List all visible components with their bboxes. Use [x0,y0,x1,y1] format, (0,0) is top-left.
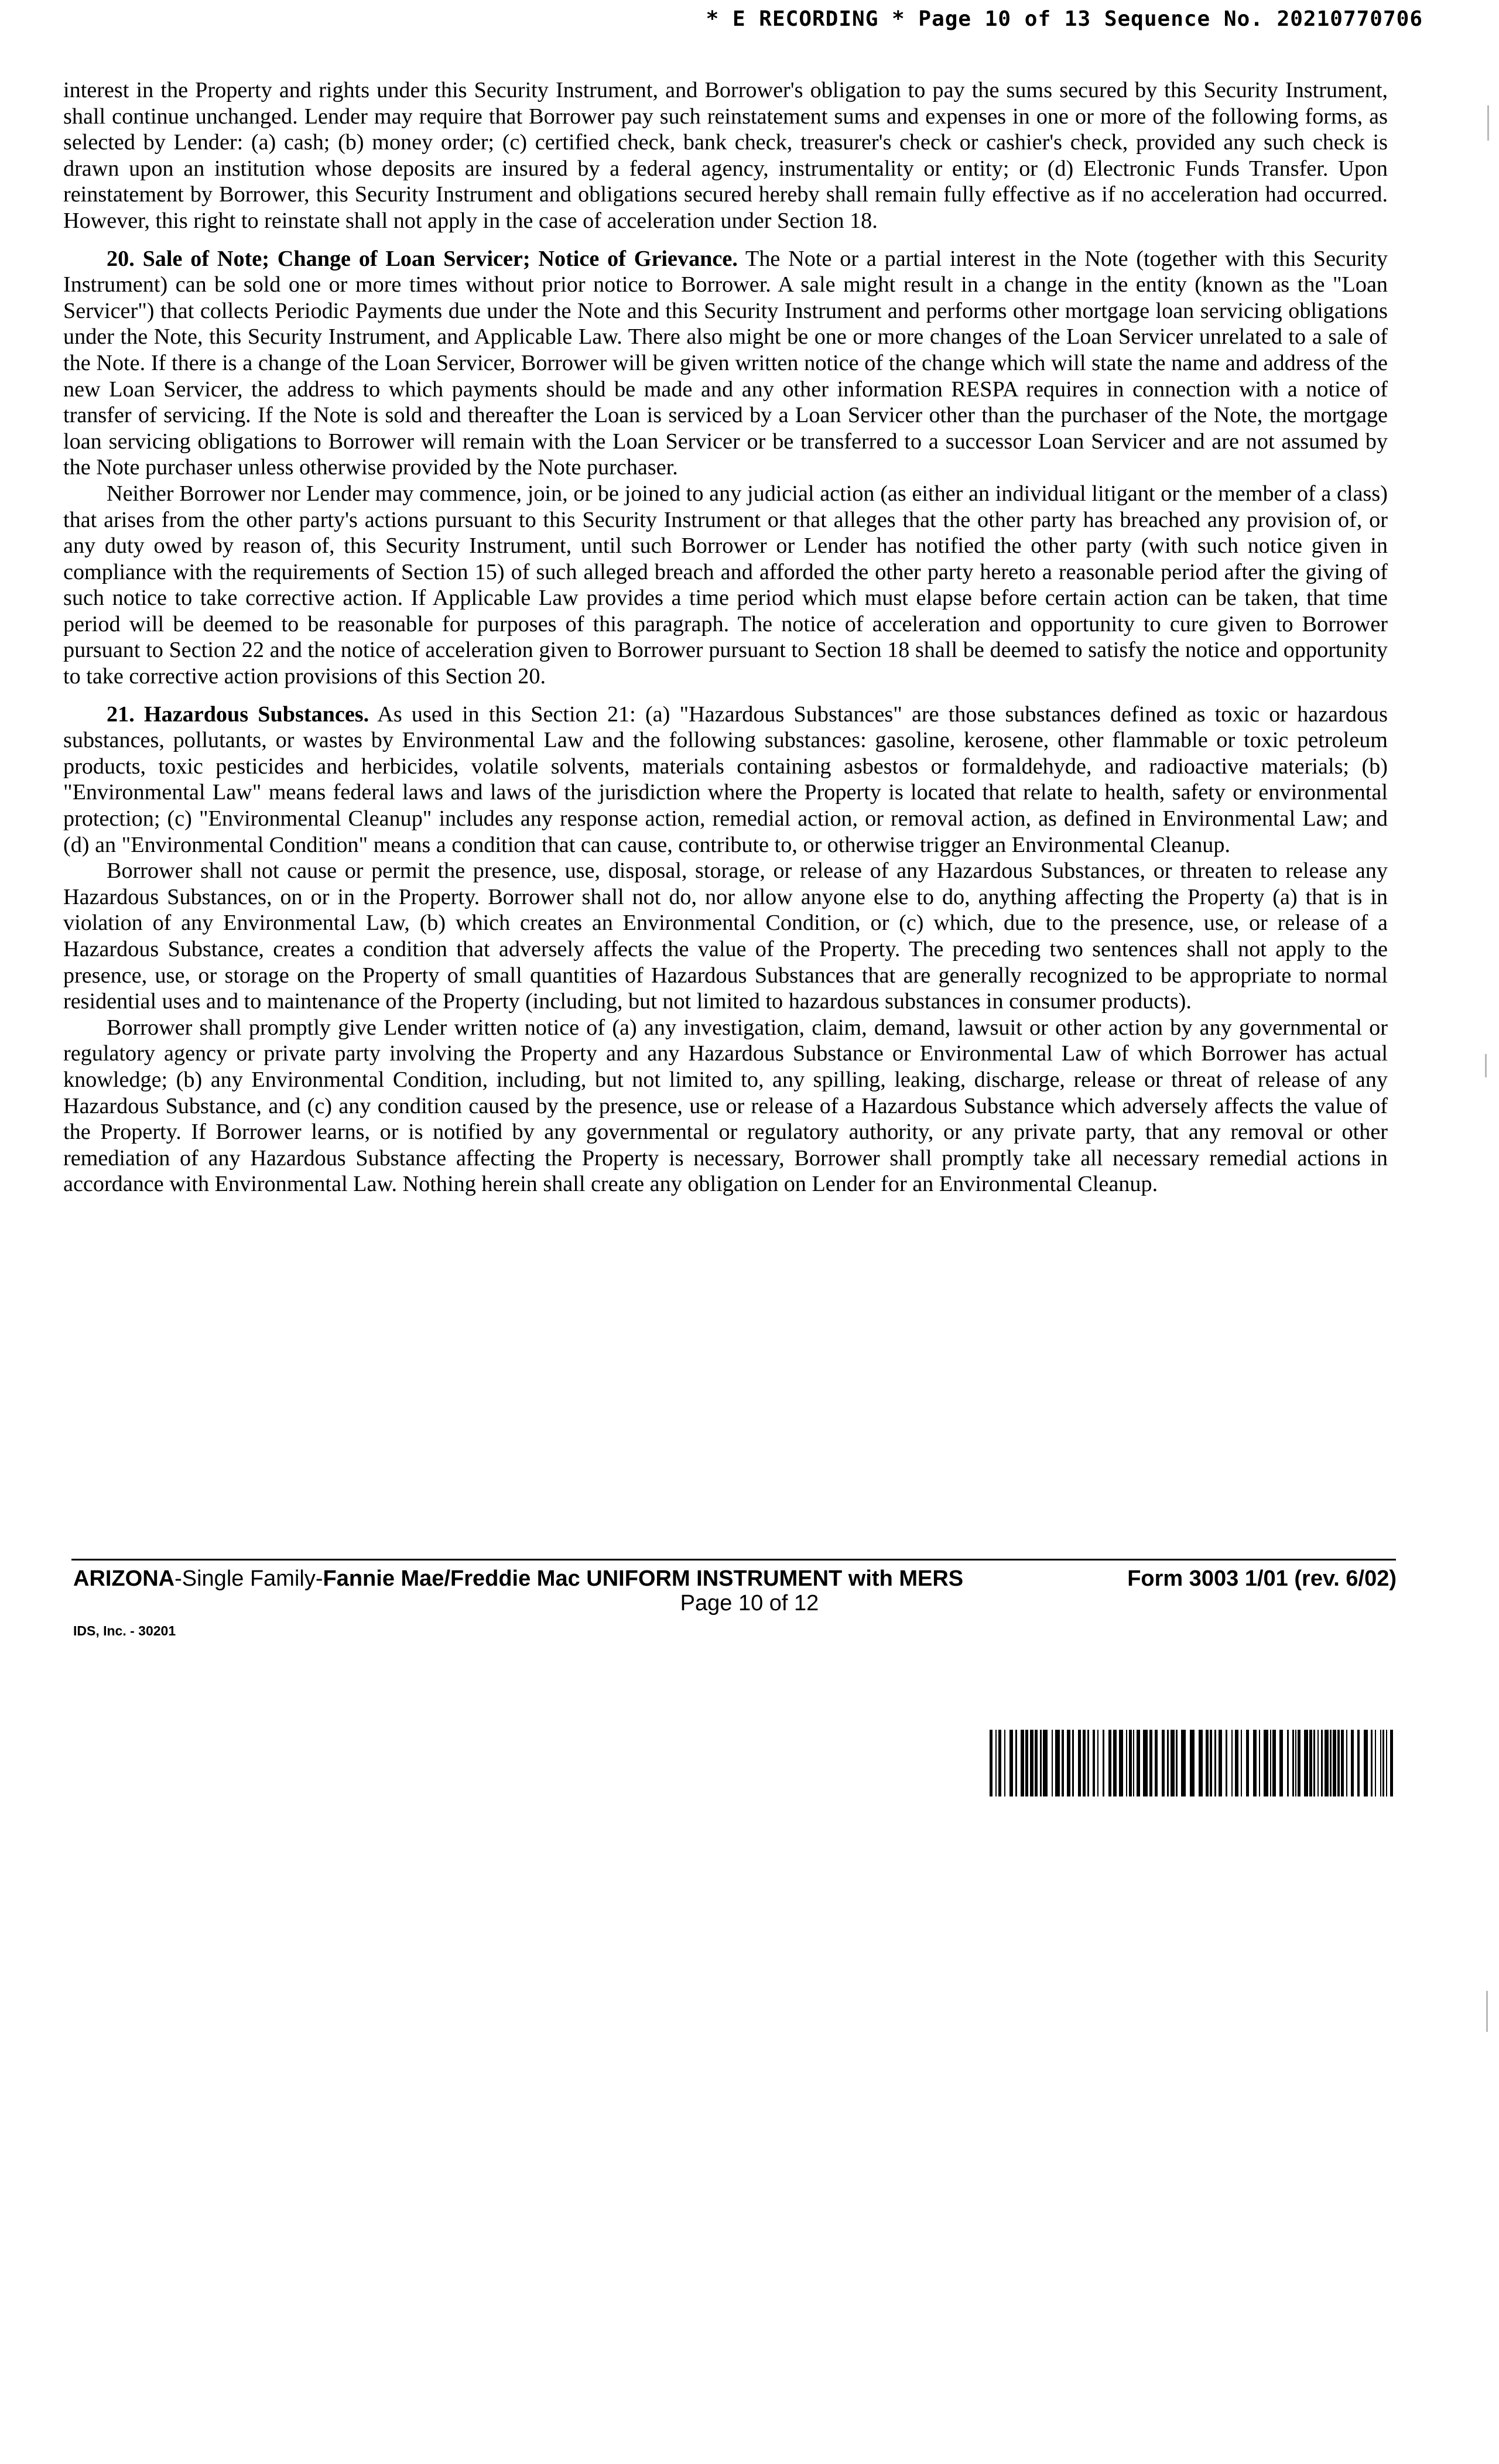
section-20-heading: 20. Sale of Note; Change of Loan Servicer; Notice of Grievance. [107,246,738,271]
barcode-bar [1015,1730,1017,1796]
footer-form-line [73,1566,1397,1592]
barcode-bar [1246,1730,1249,1796]
barcode-bar [1162,1730,1165,1796]
barcode-bar [1055,1730,1060,1796]
barcode-bar [1390,1730,1393,1796]
barcode-bar [1176,1730,1178,1796]
barcode-bar [995,1730,997,1796]
barcode-bar [1287,1730,1289,1796]
footer-ids-code: IDS, Inc. - 30201 [73,1623,176,1638]
barcode-bar [1035,1730,1038,1796]
barcode-bar [1181,1730,1186,1796]
section-21-paragraph-1: As used in this Section 21: (a) "Hazardous Substances" are those substances defined as toxic or hazardous substances, pollutants, or wastes by Environmental Law and the following substances: gasoline, kerosene, other flammable or toxic petroleum products, toxic pesticides and herbicides, volatile solvents, materials containing asbestos or formaldehyde, and radioactive materials; (b) "Environmental Law" means federal laws and laws of the jurisdiction where the Property is located that relate to health, safety or environmental protection; (c) "Environmental Cleanup" includes any response action, remedial action, or removal action, as defined in Environmental Law; and (d) an "Environmental Condition" means a condition that can cause, contribute to, or otherwise trigger an Environmental Cleanup. [63,701,1388,857]
barcode-bar [1253,1730,1257,1796]
barcode-bar [1380,1730,1381,1796]
barcode-bar [1078,1730,1081,1796]
document-body [63,77,1388,1197]
barcode-bar [1137,1730,1140,1796]
section-20-paragraph-2: Neither Borrower nor Lender may commence, join, or be joined to any judicial action (as either an individual litigant or the member of a class) that arises from the other party's actions pursuant to this Security Instrument or that alleges that the other party has breached any provision of, or any duty owed by reason of, this Security Instrument, until such Borrower or Lender has notified the other party (with such notice given in compliance with the requirements of Section 15) of such alleged breach and afforded the other party hereto a reasonable period after the giving of such notice to take corrective action. If Applicable Law provides a time period which must elapse before certain action can be taken, that time period will be deemed to be reasonable for purposes of this paragraph. The notice of acceleration and opportunity to cure given to Borrower pursuant to Section 22 and the notice of acceleration given to Borrower pursuant to Section 18 shall be deemed to satisfy the notice and opportunity to take corrective action provisions of this Section 20. [63,481,1388,689]
barcode-bar [1021,1730,1024,1796]
section-20 [63,246,1388,481]
barcode-bar [1062,1730,1064,1796]
paragraph-reinstatement-continued: interest in the Property and rights under this Security Instrument, and Borrower's obligation to pay the sums secured by this Security Instrument, shall continue unchanged. Lender may require that Borrower pay such reinstatement sums and expenses in one or more of the following forms, as selected by Lender: (a) cash; (b) money order; (c) certified check, bank check, treasurer's check or cashier's check, provided any such check is drawn upon an institution whose deposits are insured by a federal agency, instrumentality or entity; or (d) Electronic Funds Transfer. Upon reinstatement by Borrower, this Security Instrument and obligations secured hereby shall remain fully effective as if no acceleration had occurred. However, this right to reinstate shall not apply in the case of acceleration under Section 18. [63,78,1388,233]
barcode-bar [1309,1730,1312,1796]
barcode-bar [1119,1730,1123,1796]
barcode-bar [1351,1730,1354,1796]
barcode-bar [990,1730,993,1796]
barcode-bar [1004,1730,1005,1796]
barcode-bar [1325,1730,1329,1796]
scan-mark [1486,1991,1488,2032]
barcode-bar [1103,1730,1104,1796]
barcode-bar [1333,1730,1336,1796]
section-21-paragraph-2: Borrower shall not cause or permit the presence, use, disposal, storage, or release of any Hazardous Substances, or threaten to release any Hazardous Substances, on or in the Property. Borrower shall not do, nor allow anyone else to do, anything affecting the Property (a) that is in violation of any Environmental Law, (b) which creates an Environmental Condition, or (c) which, due to the presence, use, or release of a Hazardous Substance, creates a condition that adversely affects the value of the Property. The preceding two sentences shall not apply to the presence, use, or storage on the Property of small quantities of Hazardous Substances that are generally recognized to be appropriate to normal residential uses and to maintenance of the Property (including, but not limited to hazardous substances in consumer products). [63,858,1388,1014]
footer-instrument: Fannie Mae/Freddie Mac UNIFORM INSTRUMENT with MERS [323,1566,964,1591]
footer-instrument-title [73,1566,963,1592]
barcode-bar [1298,1730,1300,1796]
barcode-bar [1371,1730,1373,1796]
barcode-bar [1337,1730,1340,1796]
barcode-bar [1235,1730,1238,1796]
barcode-bar [1067,1730,1070,1796]
barcode-image [990,1730,1394,1796]
barcode-bar [1167,1730,1169,1796]
barcode-bar [1210,1730,1212,1796]
barcode-bar [1330,1730,1332,1796]
barcode-bar [1113,1730,1117,1796]
barcode-bar [1097,1730,1098,1796]
barcode-bar [1341,1730,1344,1796]
barcode-bar [1346,1730,1347,1796]
barcode-bar [1386,1730,1387,1796]
barcode-bar [1108,1730,1111,1796]
barcode-bar [1321,1730,1323,1796]
barcode-bar [1126,1730,1127,1796]
recording-header: * E RECORDING * Page 10 of 13 Sequence No. 20210770706 [706,7,1423,31]
scan-mark [1485,1054,1487,1077]
barcode-bar [1292,1730,1294,1796]
barcode-bar [1270,1730,1271,1796]
barcode-bar [1149,1730,1152,1796]
barcode-bar [1190,1730,1195,1796]
section-20-paragraph-1: The Note or a partial interest in the Note (together with this Security Instrument) can be sold one or more times without prior notice to Borrower. A sale might result in a change in the entity (known as the "Loan Servicer") that collects Periodic Payments due under the Note and this Security Instrument and performs other mortgage loan servicing obligations under the Note, this Security Instrument, and Applicable Law. There also might be one or more changes of the Loan Servicer unrelated to a sale of the Note. If there is a change of the Loan Servicer, Borrower will be given written notice of the change which will state the name and address of the new Loan Servicer, the address to which payments should be made and any other information RESPA requires in connection with a notice of transfer of servicing. If the Note is sold and thereafter the Loan is serviced by a Loan Servicer other than the purchaser of the Note, the mortgage loan servicing obligations to Borrower will remain with the Loan Servicer or be transferred to a successor Loan Servicer and are not assumed by the Note purchaser unless otherwise provided by the Note purchaser. [63,246,1388,480]
barcode-bar [1264,1730,1268,1796]
barcode-bar [1357,1730,1360,1796]
barcode-bar [1214,1730,1216,1796]
barcode-bar [1259,1730,1260,1796]
barcode-bar [1072,1730,1074,1796]
barcode-bar [1052,1730,1053,1796]
footer-state: ARIZONA [73,1566,175,1591]
footer-form-number: Form 3003 1/01 (rev. 6/02) [1127,1566,1397,1591]
barcode-bar [1241,1730,1242,1796]
barcode-bar [1093,1730,1095,1796]
barcode-bar [1382,1730,1384,1796]
barcode-bar [1206,1730,1209,1796]
barcode-bar [1043,1730,1048,1796]
barcode-bar [1219,1730,1222,1796]
barcode-bar [1009,1730,1013,1796]
barcode-bar [1226,1730,1227,1796]
section-21-heading: 21. Hazardous Substances. [107,701,369,727]
footer-family: -Single Family- [174,1566,323,1591]
barcode-bar [1133,1730,1134,1796]
barcode-bar [998,1730,1001,1796]
barcode-bar [1155,1730,1158,1796]
scan-mark [1487,105,1489,141]
section-21-paragraph-3: Borrower shall promptly give Lender written notice of (a) any investigation, claim, demand, lawsuit or other action by any governmental or regulatory agency or private party involving the Property and any Hazardous Substance or Environmental Law of which Borrower has actual knowledge; (b) any Environmental Condition, including, but not limited to, any spilling, leaking, discharge, release or threat of release of any Hazardous Substance, and (c) any condition caused by the presence, use or release of a Hazardous Substance which adversely affects the value of the Property. If Borrower learns, or is notified by any governmental or regulatory authority, or any private party, that any removal or other remediation of any Hazardous Substance affecting the Property is necessary, Borrower shall promptly take all necessary remedial actions in accordance with Environmental Law. Nothing herein shall create any obligation on Lender for an Environmental Cleanup. [63,1015,1388,1197]
barcode-bar [1199,1730,1203,1796]
barcode-bar [1025,1730,1028,1796]
barcode-bar [1083,1730,1086,1796]
barcode-bar [1171,1730,1175,1796]
barcode-bar [1143,1730,1148,1796]
barcode-bar [1129,1730,1132,1796]
barcode-bar [1304,1730,1308,1796]
barcode-bar [1030,1730,1033,1796]
barcode-bar [1087,1730,1089,1796]
barcode-bar [1317,1730,1319,1796]
section-21 [63,701,1388,858]
barcode-bar [1272,1730,1276,1796]
barcode-bar [1279,1730,1283,1796]
footer-page-number: Page 10 of 12 [680,1591,819,1616]
barcode-bar [1313,1730,1315,1796]
footer-rule [71,1559,1396,1560]
barcode-bar [1295,1730,1296,1796]
barcode-bar [1364,1730,1368,1796]
barcode-bar [1231,1730,1233,1796]
barcode-bar [1040,1730,1042,1796]
barcode-bar [1375,1730,1376,1796]
